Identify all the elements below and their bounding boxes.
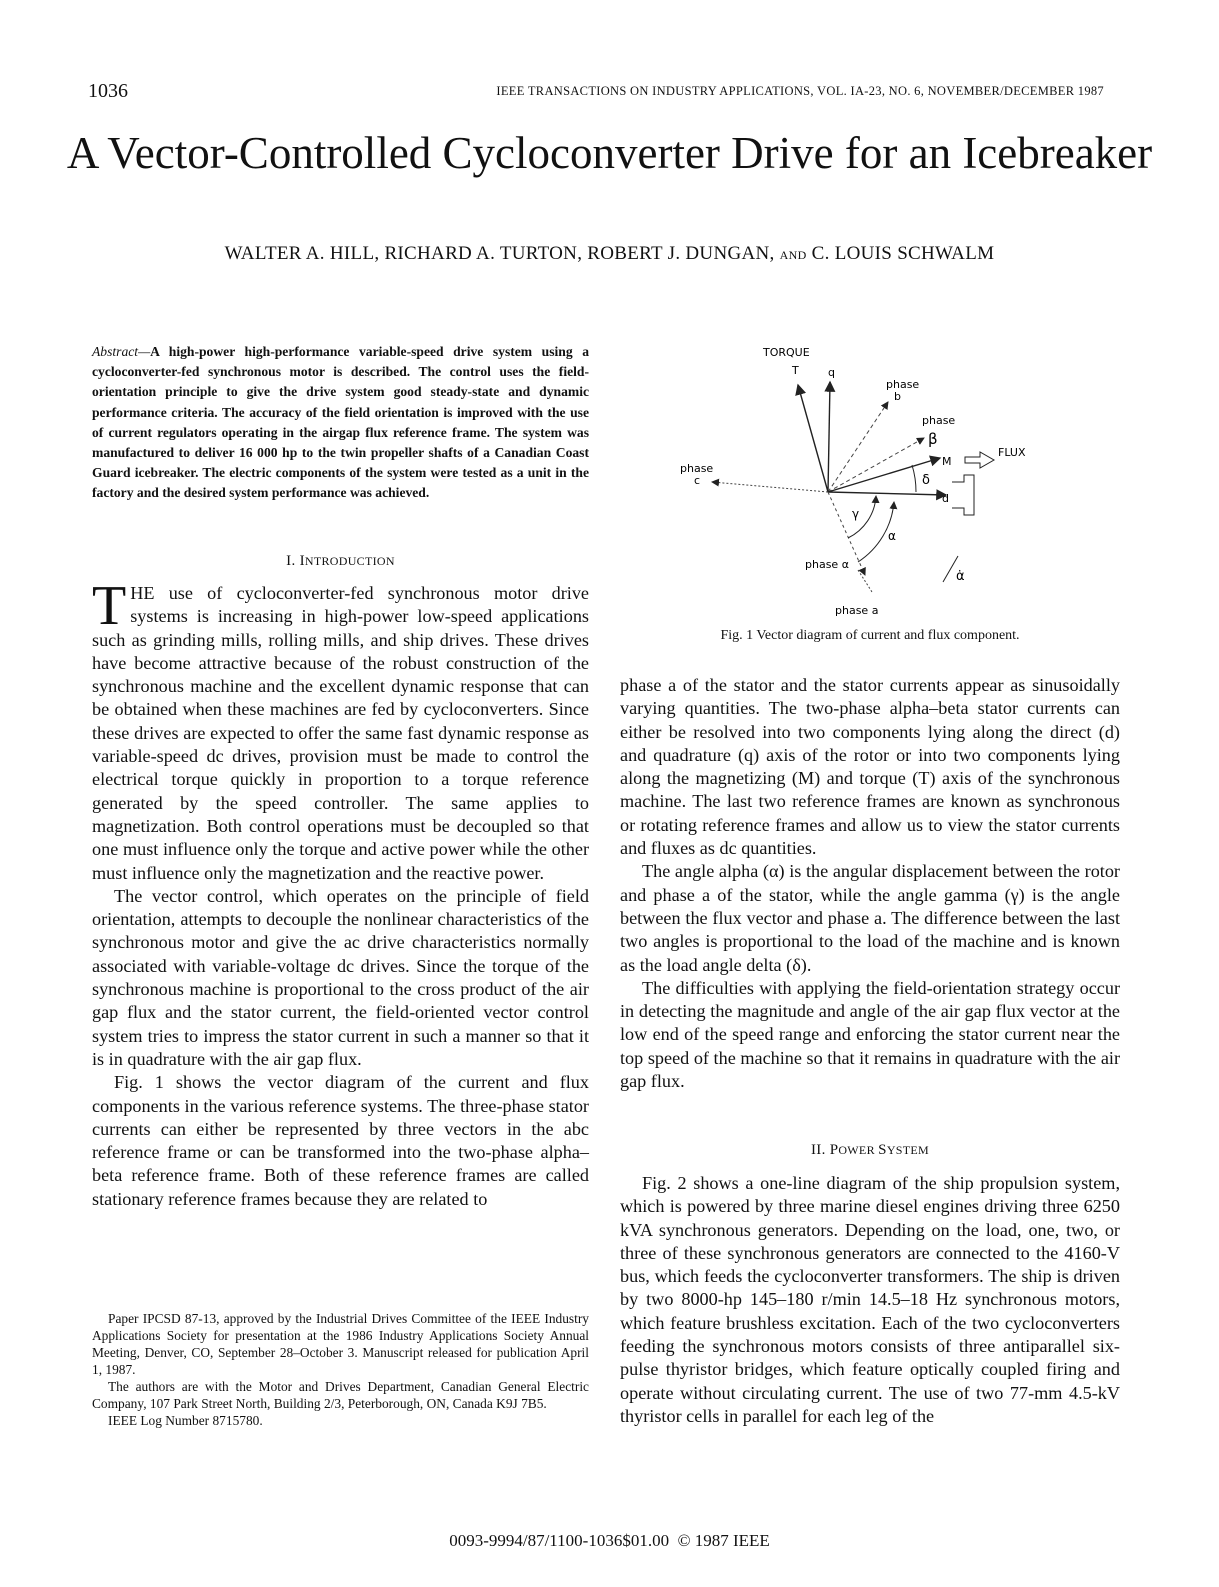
intro-paragraph-2: The vector control, which operates on the principle of field orientation, attempts to decouple the nonlinear characteristics of the synchronous motor and give the ac drive characteristics normally associated with variable-voltage dc drives. Since the torque of the synchronous machine is proportional to the cross product of the air gap flux and the stator current, the field-oriented vector control system tries to impress the stator current in such a manner so that it is in quadrature with the air gap flux. <box>92 885 589 1069</box>
authors-main: WALTER A. HILL, RICHARD A. TURTON, ROBERT J. DUNGAN, <box>224 243 775 264</box>
label-phase-beta: phase <box>922 414 956 427</box>
phase-b-vector <box>828 402 888 492</box>
footnote-3: IEEE Log Number 8715780. <box>108 1413 263 1428</box>
intro-paragraph-3: Fig. 1 shows the vector diagram of the current and flux components in the various reference systems. The three-phase stator currents can either be represented by three vectors in the abc reference frame or can be transformed into the two-phase alpha–beta reference frame. Both of these reference frames are called stationary reference frames because they are related to <box>92 1072 589 1209</box>
abstract-lead: Abstract— <box>92 344 151 359</box>
label-b: b <box>894 390 901 403</box>
phase-a-line <box>858 570 872 592</box>
label-t: T <box>792 364 799 377</box>
label-phase-b: phase <box>886 378 920 391</box>
label-q: q <box>828 366 835 379</box>
page-number: 1036 <box>88 80 128 102</box>
section-1-rest: NTRODUCTION <box>304 554 395 568</box>
label-m: M <box>942 455 952 468</box>
section-2-heading <box>620 1142 1120 1159</box>
section-2-text <box>620 1172 1120 1428</box>
label-torque: TORQUE <box>763 346 810 359</box>
power-system-paragraph: Fig. 2 shows a one-line diagram of the ship propulsion system, which is powered by three marine diesel engines driving three 6250 kVA synchronous generators. Depending on the load, one, two, or three of these synchronous generators are connected to the 4160-V bus, which feeds the cycloconverter transformers. The ship is driven by two 8000-hp 145–180 r/min 14.5–18 Hz synchronous motors, which feature brushless excitation. Each of the two cycloconverters feeding the synchronous motors consists of three antiparallel six-pulse thyristor bridges, which feature optically coupled firing and operate without circulating current. The use of two 77-mm 4.5-kV thyristor cells in parallel for each leg of the <box>620 1173 1120 1426</box>
footnote-1: Paper IPCSD 87-13, approved by the Industrial Drives Committee of the IEEE Industry Applications Society for presentation at the 1986 Industry Applications Society Annual Meeting, Denver, CO, September 28–October 3. Manuscript released for publication April 1, 1987. <box>92 1311 589 1377</box>
q-axis-vector <box>828 382 830 492</box>
footnote-2: The authors are with the Motor and Drives Department, Canadian General Electric Company, 107 Park Street North, Building 2/3, Peterborough, ON, Canada K9J 7B5. <box>92 1379 589 1411</box>
label-alpha: α <box>888 529 896 543</box>
section-2-first2: S <box>878 1142 887 1158</box>
d-axis-vector <box>828 492 946 495</box>
left-column-text <box>92 575 589 1211</box>
paper-title: A Vector-Controlled Cycloconverter Drive for an Icebreaker <box>66 128 1153 178</box>
footnote <box>92 1310 589 1429</box>
label-c: c <box>694 474 701 487</box>
label-gamma: γ <box>852 507 860 521</box>
phase-beta-vector <box>828 438 924 492</box>
section-2-numeral: II. <box>810 1142 830 1158</box>
section-1-numeral: I. <box>286 553 300 569</box>
intro-paragraph-1 <box>92 575 589 885</box>
footer-copyright: © 1987 IEEE <box>677 1531 770 1550</box>
section-1-heading <box>92 553 589 570</box>
abstract <box>92 342 589 504</box>
figure-1-caption: Fig. 1 Vector diagram of current and flux component. <box>720 628 1020 643</box>
section-2-rest2: YSTEM <box>886 1143 929 1157</box>
author-list <box>60 243 1159 265</box>
label-delta: δ <box>922 473 930 488</box>
authors-and: AND <box>779 248 807 262</box>
section-2-first1: P <box>829 1142 839 1158</box>
right-paragraph-2: The angle alpha (α) is the angular displacement between the rotor and phase a of the stator, while the angle gamma (γ) is the angle between the flux vector and phase a. The difference between the last two angles is proportional to the load of the machine and is known as the load angle delta (δ). <box>620 861 1120 975</box>
flux-arrow-icon <box>965 452 994 468</box>
delta-arc <box>912 465 916 492</box>
section-1-first: I <box>299 553 305 569</box>
drop-cap: T <box>92 575 127 637</box>
authors-last: C. LOUIS SCHWALM <box>811 243 995 264</box>
label-beta: β <box>928 430 938 448</box>
footer-line <box>60 1531 1159 1551</box>
label-alpha-dot: α̇ <box>956 569 965 584</box>
label-phase-alpha: phase α <box>805 558 849 571</box>
label-phase-c: phase <box>680 462 714 475</box>
right-column-text <box>620 674 1120 1093</box>
label-d: d <box>942 492 949 505</box>
journal-header: IEEE TRANSACTIONS ON INDUSTRY APPLICATIONS, VOL. IA-23, NO. 6, NOVEMBER/DECEMBER 1987 <box>496 84 1104 98</box>
right-paragraph-1: phase a of the stator and the stator currents appear as sinusoidally varying quantities. The two-phase alpha–beta stator currents can either be resolved into two components lying along the direct (d) and quadrature (q) axis of the rotor or into two components lying along the magnetizing (M) and torque (T) axis of the synchronous machine. The last two reference frames are known as synchronous or rotating reference frames and allow us to view the stator currents and fluxes as dc quantities. <box>620 675 1120 859</box>
right-paragraph-3: The difficulties with applying the field-orientation strategy occur in detecting the magnitude and angle of the air gap flux vector at the low end of the speed range and enforcing the stator current near the top speed of the machine so that it remains in quadrature with the air gap flux. <box>620 977 1120 1092</box>
torque-vector <box>798 385 828 492</box>
rotor-pole-icon <box>952 475 974 515</box>
intro-p1-text: HE use of cycloconverter-fed synchronous motor drive systems is increasing in high-power low-speed applications such as grinding mills, rolling mills, and ship drives. These drives have become attractive because of the robust construction of the synchronous machine and the excellent dynamic response that can be obtained when these machines are fed by cycloconverters. Since these drives are expected to offer the same fast dynamic response as variable-speed dc drives, provision must be made to control the electrical torque quickly in proportion to a torque reference generated by the speed controller. The same applies to magnetization. Both control operations must be decoupled so that one must influence only the torque and active power while the other must influence only the magnetization and the reactive power. <box>92 583 589 883</box>
abstract-body: A high-power high-performance variable-speed drive system using a cycloconverter-fed synchronous motor is described. The control uses the field-orientation principle to give the drive system good steady-state and dynamic performance criteria. The accuracy of the field orientation is improved with the use of current regulators operating in the airgap flux reference frame. The system was manufactured to deliver 16 000 hp to the twin propeller shafts of a Canadian Coast Guard icebreaker. The electric components of the system were tested as a unit in the factory and the desired system performance was achieved. <box>92 344 589 501</box>
label-flux: FLUX <box>998 446 1026 459</box>
section-2-rest1: OWER <box>838 1143 879 1157</box>
label-phase-a: phase a <box>835 604 879 617</box>
figure-1-vector-diagram <box>660 330 1120 630</box>
phase-c-vector <box>712 482 828 492</box>
footer-code: 0093-9994/87/1100-1036$01.00 <box>449 1531 670 1550</box>
